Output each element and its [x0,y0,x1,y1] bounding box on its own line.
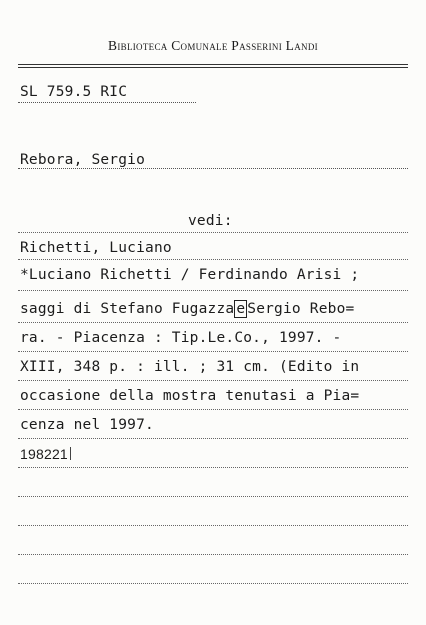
author-heading: Rebora, Sergio [20,152,146,168]
entry-line-2 [20,300,354,318]
entry-line-3: ra. - Piacenza : Tip.Le.Co., 1997. - [20,330,342,346]
library-header: Biblioteca Comunale Passerini Landi [108,38,318,53]
header-rule-bottom [18,67,408,68]
ruled-line [18,409,408,410]
header-rule-top [18,64,408,65]
call-number: SL 759.5 RIC [20,84,128,100]
call-number-underline [18,102,196,103]
entry-line-2-end: Sergio Rebo= [247,301,355,317]
ruled-line [18,259,408,260]
ruled-line [18,525,408,526]
ruled-line [18,496,408,497]
entry-line-6: cenza nel 1997. [20,417,154,433]
cursor-mark [70,447,71,460]
entry-line-2-start: saggi di Stefano Fugazza [20,301,235,317]
entry-line-1: *Luciano Richetti / Ferdinando Arisi ; [20,267,360,283]
record-number [20,446,71,462]
ruled-line [18,290,408,291]
entry-line-5: occasione della mostra tenutasi a Pia= [20,388,360,404]
ruled-line [18,322,408,323]
ruled-line [18,351,408,352]
ruled-line [18,232,408,233]
ruled-line [18,583,408,584]
boxed-conjunction: e [236,301,246,317]
ruled-line [18,438,408,439]
ruled-line [18,380,408,381]
author-underline [18,168,408,169]
entry-line-4: XIII, 348 p. : ill. ; 31 cm. (Edito in [20,359,360,375]
see-label: vedi: [188,213,233,229]
ruled-line [18,467,408,468]
ruled-line [18,554,408,555]
entry-heading: Richetti, Luciano [20,240,172,256]
record-number-text: 198221 [20,446,68,462]
